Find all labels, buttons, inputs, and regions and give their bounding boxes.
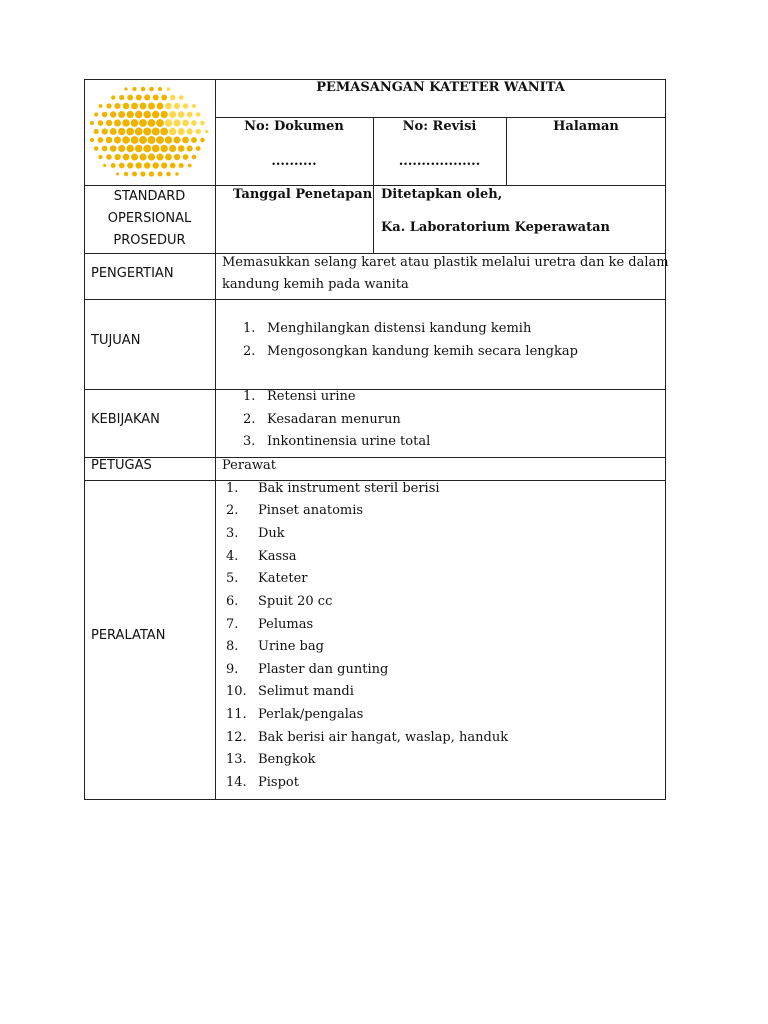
- peralatan-item: Urine bag: [258, 639, 324, 654]
- peralatan-item: Kateter: [258, 571, 308, 586]
- logo-dot: [94, 146, 99, 151]
- logo-dot: [131, 153, 138, 160]
- logo-dot: [110, 111, 116, 117]
- logo-dot: [126, 145, 133, 152]
- logo-dot: [98, 120, 104, 126]
- logo-dot: [122, 119, 129, 126]
- logo-dot: [139, 119, 147, 127]
- peralatan-num: 1.: [226, 481, 239, 496]
- logo-dot: [139, 136, 147, 144]
- logo-dot: [103, 164, 106, 167]
- logo-dot: [156, 136, 164, 144]
- logo-dot: [135, 128, 143, 136]
- sop-label-line-1: STANDARD: [113, 189, 186, 204]
- logo-dot: [187, 146, 193, 152]
- logo-dot: [106, 120, 113, 127]
- logo-dot: [170, 163, 176, 169]
- pengertian-line-1: Memasukkan selang karet atau plastik melalui uretra dan ke dalam: [222, 255, 669, 270]
- kebijakan-num-1: 1.: [243, 389, 256, 404]
- tujuan-item-1: Menghilangkan distensi kandung kemih: [267, 321, 532, 336]
- peralatan-item: Pelumas: [258, 617, 314, 632]
- logo-dot: [116, 172, 119, 175]
- logo-dot: [98, 137, 104, 143]
- logo-dot: [123, 154, 130, 161]
- logo-dot: [178, 128, 185, 135]
- logo-dot: [186, 128, 192, 134]
- peralatan-item: Spuit 20 cc: [258, 594, 333, 609]
- peralatan-label: PERALATAN: [91, 628, 166, 643]
- peralatan-num: 3.: [226, 526, 239, 541]
- logo-dot: [102, 112, 108, 118]
- peralatan-num: 11.: [226, 707, 247, 722]
- logo-dot: [165, 119, 173, 127]
- logo-dot: [106, 137, 113, 144]
- pengertian-line-2: kandung kemih pada wanita: [222, 277, 409, 292]
- logo-dot: [169, 145, 176, 152]
- logo-dot: [149, 171, 154, 176]
- row-divider: [84, 253, 666, 254]
- logo-dot: [131, 136, 139, 144]
- logo-dot: [200, 138, 205, 143]
- logo-dot: [160, 128, 168, 136]
- logo-dot: [148, 153, 155, 160]
- logo-dot: [188, 164, 192, 168]
- logo-dot: [205, 130, 209, 134]
- logo-dot: [183, 103, 188, 108]
- logo-dot: [94, 112, 98, 116]
- tujuan-num-2: 2.: [243, 344, 256, 359]
- logo-dot: [191, 120, 197, 126]
- logo-dot: [124, 172, 128, 176]
- logo-dot: [175, 172, 178, 175]
- logo-dot: [141, 87, 146, 92]
- logo-dot: [160, 145, 167, 152]
- logo-dot: [123, 103, 130, 110]
- logo-dot: [111, 163, 116, 168]
- kebijakan-item-1: Retensi urine: [267, 389, 356, 404]
- peralatan-num: 8.: [226, 639, 239, 654]
- logo-dot: [114, 154, 120, 160]
- row-divider: [84, 389, 666, 390]
- row-divider: [215, 117, 666, 118]
- logo-dot: [174, 154, 180, 160]
- logo-dot: [135, 162, 141, 168]
- logo-dot: [102, 146, 108, 152]
- peralatan-num: 7.: [226, 617, 239, 632]
- logo-dot: [169, 128, 177, 136]
- peralatan-num: 12.: [226, 730, 247, 745]
- logo-dot: [124, 87, 127, 90]
- logo-dot: [143, 111, 151, 119]
- logo-dot: [182, 120, 189, 127]
- doc-number-label: No: Dokumen: [244, 119, 344, 134]
- institution-logo: [86, 81, 214, 185]
- logo-dot: [152, 145, 160, 153]
- logo-dot: [178, 111, 185, 118]
- peralatan-item: Selimut mandi: [258, 684, 354, 699]
- logo-dot: [161, 95, 167, 101]
- logo-dot: [196, 112, 201, 117]
- logo-dot: [94, 129, 99, 134]
- logo-dot: [156, 119, 164, 127]
- logo-dot: [161, 162, 167, 168]
- logo-dot: [114, 136, 121, 143]
- set-by-label: Ditetapkan oleh,: [381, 187, 503, 202]
- logo-dot: [166, 172, 171, 177]
- logo-dot: [135, 111, 143, 119]
- logo-dot: [135, 145, 143, 153]
- logo-dot: [90, 121, 94, 125]
- peralatan-item: Plaster dan gunting: [258, 662, 389, 677]
- pengertian-label: PENGERTIAN: [91, 266, 174, 281]
- logo-dot: [106, 154, 112, 160]
- peralatan-item: Bak instrument steril berisi: [258, 481, 440, 496]
- peralatan-item: Bak berisi air hangat, waslap, handuk: [258, 730, 509, 745]
- logo-dot: [136, 94, 142, 100]
- date-label: Tanggal Penetapan: [233, 187, 373, 202]
- logo-dot: [119, 95, 124, 100]
- logo-dot: [140, 103, 147, 110]
- logo-dot: [161, 111, 168, 118]
- peralatan-num: 5.: [226, 571, 239, 586]
- logo-dot: [118, 111, 125, 118]
- logo-dot: [156, 153, 163, 160]
- logo-dot: [167, 87, 171, 91]
- logo-dot: [153, 94, 159, 100]
- logo-dot: [149, 87, 154, 92]
- set-by-value: Ka. Laboratorium Keperawatan: [381, 220, 610, 235]
- logo-dot: [174, 103, 180, 109]
- petugas-value: Perawat: [222, 458, 276, 473]
- logo-dot: [114, 119, 121, 126]
- kebijakan-item-2: Kesadaran menurun: [267, 412, 401, 427]
- row-divider: [84, 457, 666, 458]
- logo-dot: [196, 146, 201, 151]
- logo-dot: [165, 103, 172, 110]
- tujuan-label: TUJUAN: [91, 333, 141, 348]
- logo-dot: [195, 129, 200, 134]
- logo-dot: [173, 119, 180, 126]
- peralatan-item: Bengkok: [258, 752, 316, 767]
- logo-dot: [119, 163, 125, 169]
- peralatan-num: 14.: [226, 775, 247, 790]
- logo-dot: [144, 162, 151, 169]
- logo-dot: [192, 155, 197, 160]
- logo-dot: [110, 128, 117, 135]
- logo-dot: [158, 87, 162, 91]
- logo-dot: [148, 136, 156, 144]
- logo-dot: [98, 155, 102, 159]
- logo-dot: [152, 111, 160, 119]
- logo-dot: [169, 111, 176, 118]
- logo-dot: [110, 145, 117, 152]
- logo-dot: [192, 104, 196, 108]
- logo-dot: [183, 154, 189, 160]
- kebijakan-num-3: 3.: [243, 434, 256, 449]
- logo-dot: [143, 145, 151, 153]
- logo-dot: [144, 94, 150, 100]
- tujuan-num-1: 1.: [243, 321, 256, 336]
- peralatan-num: 10.: [226, 684, 247, 699]
- logo-dot: [139, 153, 146, 160]
- logo-dot: [127, 162, 133, 168]
- logo-dot: [173, 136, 180, 143]
- doc-number-value: ..........: [271, 154, 317, 169]
- peralatan-num: 9.: [226, 662, 239, 677]
- peralatan-item: Duk: [258, 526, 285, 541]
- row-divider: [84, 299, 666, 300]
- peralatan-item: Kassa: [258, 549, 297, 564]
- logo-dot: [111, 95, 115, 99]
- logo-dot: [179, 95, 184, 100]
- logo-dot: [90, 138, 94, 142]
- logo-dot: [143, 128, 151, 136]
- logo-dot: [200, 121, 204, 125]
- sop-label-line-2: OPERSIONAL: [107, 211, 192, 226]
- revision-value: ..................: [398, 154, 481, 169]
- peralatan-num: 2.: [226, 503, 239, 518]
- logo-dot: [187, 112, 193, 118]
- peralatan-item: Pinset anatomis: [258, 503, 364, 518]
- peralatan-num: 13.: [226, 752, 247, 767]
- kebijakan-num-2: 2.: [243, 412, 256, 427]
- logo-dot: [148, 102, 155, 109]
- logo-dot: [148, 119, 156, 127]
- logo-dot: [114, 103, 120, 109]
- column-divider: [373, 117, 374, 253]
- logo-dot: [182, 137, 189, 144]
- sop-label-line-3: PROSEDUR: [113, 233, 186, 248]
- logo-dot: [140, 171, 145, 176]
- logo-dot: [132, 87, 136, 91]
- logo-dot: [157, 103, 164, 110]
- logo-dot: [165, 154, 172, 161]
- logo-dot: [132, 171, 137, 176]
- logo-dot: [179, 163, 184, 168]
- logo-dot: [106, 103, 111, 108]
- peralatan-num: 4.: [226, 549, 239, 564]
- peralatan-item: Perlak/pengalas: [258, 707, 364, 722]
- logo-dot: [118, 145, 125, 152]
- logo-dot: [170, 95, 175, 100]
- page-label: Halaman: [553, 119, 619, 134]
- logo-dot: [178, 145, 185, 152]
- column-divider: [215, 79, 216, 800]
- logo-dot: [118, 128, 125, 135]
- logo-dot: [131, 103, 138, 110]
- logo-dot: [157, 171, 162, 176]
- logo-dot: [99, 104, 103, 108]
- logo-dot: [165, 136, 173, 144]
- logo-dot: [102, 128, 108, 134]
- logo-dot: [127, 111, 134, 118]
- peralatan-item: Pispot: [258, 775, 299, 790]
- kebijakan-label: KEBIJAKAN: [91, 412, 160, 427]
- revision-label: No: Revisi: [402, 119, 477, 134]
- peralatan-num: 6.: [226, 594, 239, 609]
- tujuan-item-2: Mengosongkan kandung kemih secara lengkap: [267, 344, 578, 359]
- logo-dot: [152, 162, 158, 168]
- logo-dot: [152, 128, 160, 136]
- logo-dot: [191, 137, 197, 143]
- logo-dot: [131, 119, 139, 127]
- logo-dot: [122, 136, 130, 144]
- document-title: PEMASANGAN KATETER WANITA: [316, 80, 565, 95]
- logo-dot: [127, 95, 133, 101]
- petugas-label: PETUGAS: [91, 458, 152, 473]
- kebijakan-item-3: Inkontinensia urine total: [267, 434, 431, 449]
- logo-dot: [126, 128, 134, 136]
